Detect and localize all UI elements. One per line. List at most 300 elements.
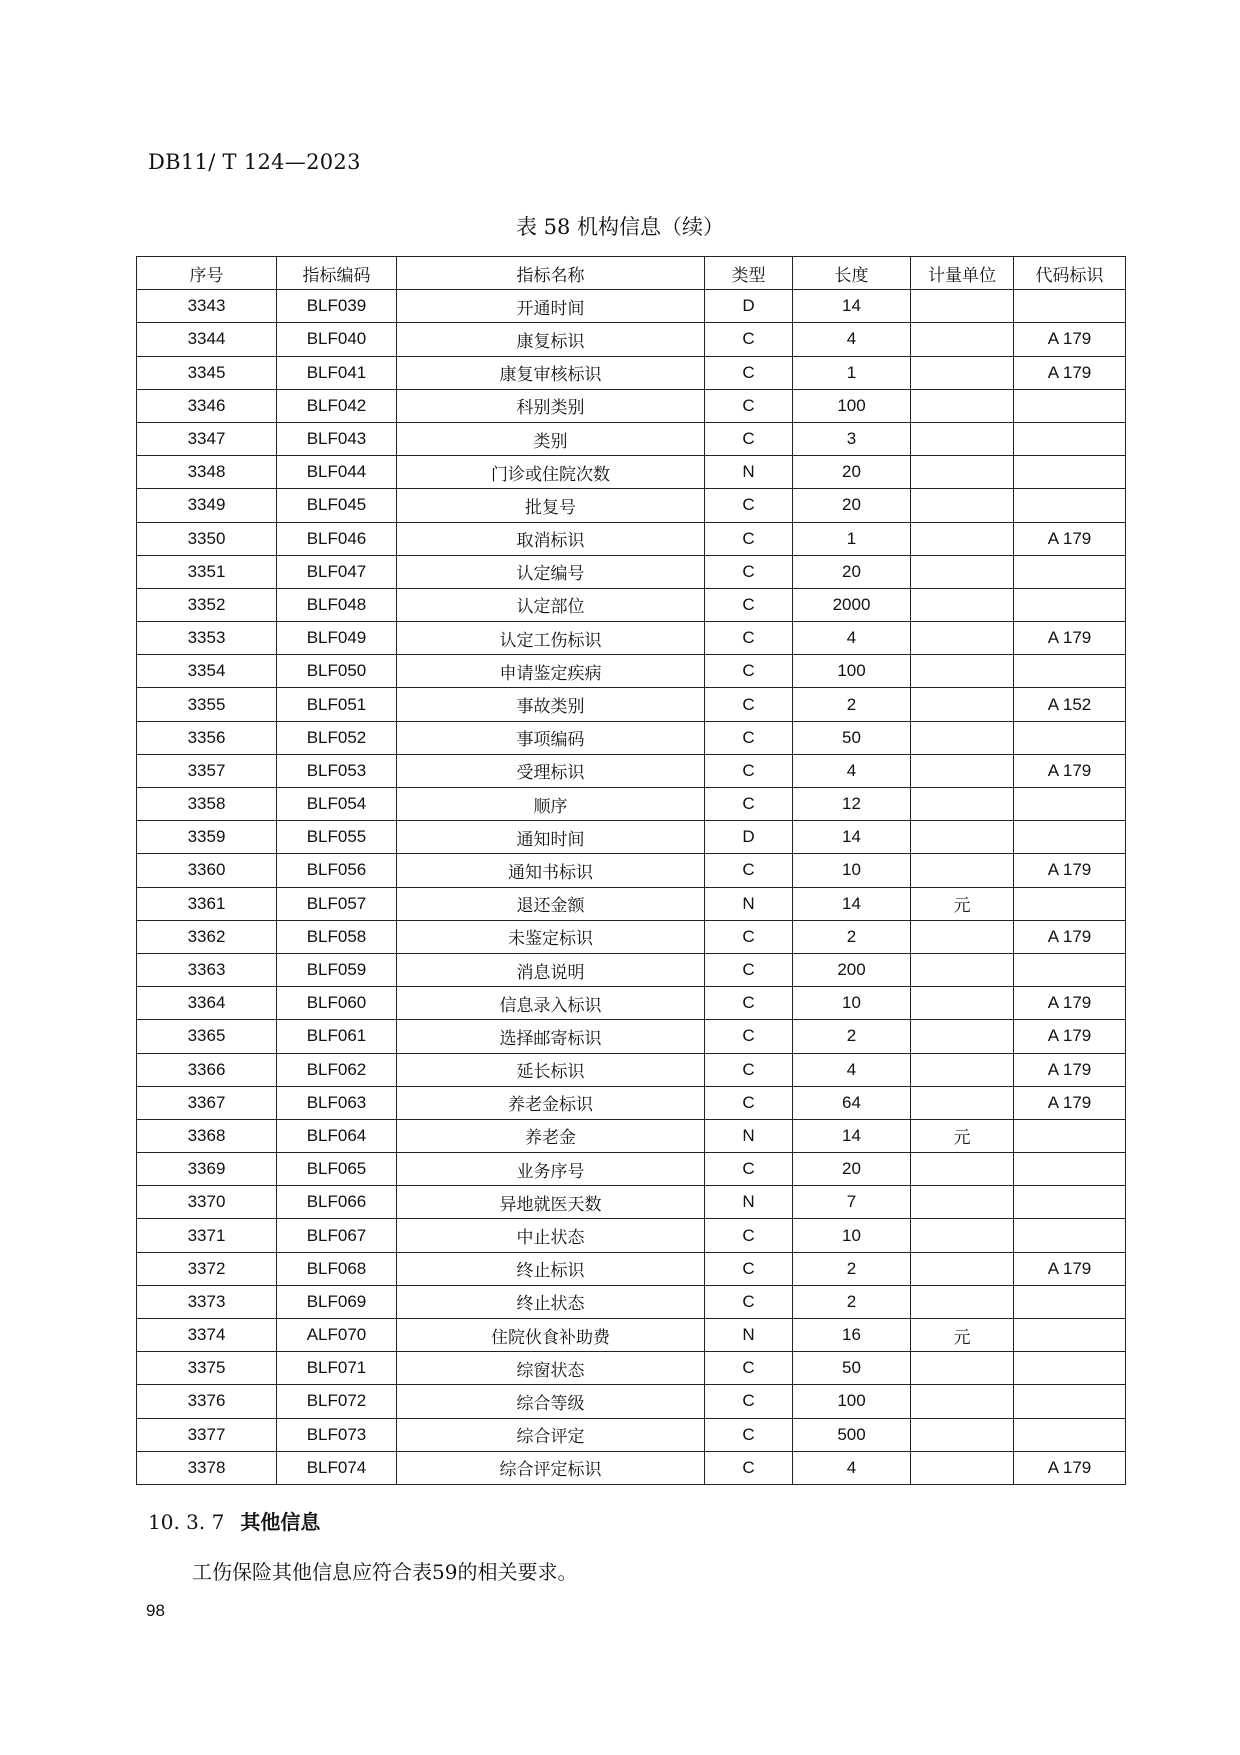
- code-cell: BLF046: [277, 522, 397, 555]
- code-id-cell: [1014, 1219, 1126, 1252]
- code-id-cell: [1014, 1418, 1126, 1451]
- length-cell: 64: [793, 1086, 911, 1119]
- code-id-cell: A 179: [1014, 1451, 1126, 1484]
- code-cell: BLF065: [277, 1153, 397, 1186]
- type-cell: C: [705, 1153, 793, 1186]
- code-id-cell: A 179: [1014, 987, 1126, 1020]
- code-cell: BLF050: [277, 655, 397, 688]
- type-cell: C: [705, 754, 793, 787]
- table-row: [137, 389, 1126, 422]
- code-id-cell: A 179: [1014, 754, 1126, 787]
- name-cell: 认定工伤标识: [397, 622, 705, 655]
- code-cell: BLF061: [277, 1020, 397, 1053]
- unit-cell: [911, 1252, 1014, 1285]
- table-row: [137, 987, 1126, 1020]
- column-header: 代码标识: [1014, 257, 1126, 290]
- serial-cell: 3349: [137, 489, 277, 522]
- table-body: [137, 290, 1126, 1485]
- length-cell: 50: [793, 721, 911, 754]
- table-row: [137, 588, 1126, 621]
- length-cell: 100: [793, 1385, 911, 1418]
- unit-cell: [911, 788, 1014, 821]
- code-cell: BLF051: [277, 688, 397, 721]
- table-row: [137, 688, 1126, 721]
- code-cell: BLF055: [277, 821, 397, 854]
- name-cell: 选择邮寄标识: [397, 1020, 705, 1053]
- code-id-cell: [1014, 655, 1126, 688]
- table-row: [137, 754, 1126, 787]
- body-paragraph: 工伤保险其他信息应符合表59的相关要求。: [192, 1560, 578, 1584]
- length-cell: 500: [793, 1418, 911, 1451]
- type-cell: C: [705, 1020, 793, 1053]
- code-cell: BLF074: [277, 1451, 397, 1484]
- table-row: [137, 489, 1126, 522]
- table-row: [137, 953, 1126, 986]
- code-id-cell: [1014, 788, 1126, 821]
- code-cell: BLF047: [277, 555, 397, 588]
- name-cell: 退还金额: [397, 887, 705, 920]
- serial-cell: 3366: [137, 1053, 277, 1086]
- code-id-cell: [1014, 555, 1126, 588]
- code-cell: BLF069: [277, 1285, 397, 1318]
- code-cell: BLF062: [277, 1053, 397, 1086]
- unit-cell: [911, 1020, 1014, 1053]
- type-cell: D: [705, 821, 793, 854]
- serial-cell: 3358: [137, 788, 277, 821]
- code-cell: BLF064: [277, 1119, 397, 1152]
- length-cell: 2: [793, 1252, 911, 1285]
- unit-cell: 元: [911, 887, 1014, 920]
- name-cell: 综合评定: [397, 1418, 705, 1451]
- unit-cell: [911, 1451, 1014, 1484]
- section-title: 其他信息: [240, 1510, 321, 1534]
- serial-cell: 3351: [137, 555, 277, 588]
- length-cell: 100: [793, 389, 911, 422]
- serial-cell: 3348: [137, 456, 277, 489]
- table-row: [137, 1252, 1126, 1285]
- code-id-cell: [1014, 721, 1126, 754]
- table-row: [137, 1153, 1126, 1186]
- column-header: 计量单位: [911, 257, 1014, 290]
- unit-cell: [911, 356, 1014, 389]
- code-cell: BLF059: [277, 953, 397, 986]
- length-cell: 10: [793, 1219, 911, 1252]
- unit-cell: [911, 1086, 1014, 1119]
- code-cell: BLF040: [277, 323, 397, 356]
- serial-cell: 3343: [137, 290, 277, 323]
- name-cell: 信息录入标识: [397, 987, 705, 1020]
- type-cell: N: [705, 1319, 793, 1352]
- type-cell: D: [705, 290, 793, 323]
- name-cell: 终止状态: [397, 1285, 705, 1318]
- name-cell: 认定编号: [397, 555, 705, 588]
- type-cell: N: [705, 887, 793, 920]
- section-heading: [148, 1506, 320, 1535]
- unit-cell: 元: [911, 1119, 1014, 1152]
- code-id-cell: [1014, 1352, 1126, 1385]
- table-row: [137, 788, 1126, 821]
- unit-cell: [911, 555, 1014, 588]
- serial-cell: 3361: [137, 887, 277, 920]
- code-cell: BLF042: [277, 389, 397, 422]
- name-cell: 未鉴定标识: [397, 920, 705, 953]
- name-cell: 消息说明: [397, 953, 705, 986]
- column-header: 指标名称: [397, 257, 705, 290]
- unit-cell: [911, 622, 1014, 655]
- length-cell: 20: [793, 489, 911, 522]
- code-id-cell: [1014, 389, 1126, 422]
- type-cell: C: [705, 1352, 793, 1385]
- name-cell: 通知时间: [397, 821, 705, 854]
- code-id-cell: [1014, 821, 1126, 854]
- length-cell: 10: [793, 987, 911, 1020]
- type-cell: N: [705, 1186, 793, 1219]
- type-cell: C: [705, 588, 793, 621]
- type-cell: C: [705, 1252, 793, 1285]
- indicator-table: [136, 256, 1126, 1485]
- type-cell: C: [705, 1219, 793, 1252]
- name-cell: 类别: [397, 422, 705, 455]
- name-cell: 康复标识: [397, 323, 705, 356]
- name-cell: 取消标识: [397, 522, 705, 555]
- unit-cell: [911, 522, 1014, 555]
- length-cell: 4: [793, 1053, 911, 1086]
- name-cell: 住院伙食补助费: [397, 1319, 705, 1352]
- table-row: [137, 1451, 1126, 1484]
- length-cell: 14: [793, 1119, 911, 1152]
- code-id-cell: [1014, 1285, 1126, 1318]
- unit-cell: [911, 821, 1014, 854]
- code-id-cell: [1014, 588, 1126, 621]
- serial-cell: 3359: [137, 821, 277, 854]
- type-cell: C: [705, 688, 793, 721]
- unit-cell: [911, 323, 1014, 356]
- type-cell: C: [705, 987, 793, 1020]
- table-row: [137, 1352, 1126, 1385]
- type-cell: C: [705, 1053, 793, 1086]
- code-id-cell: A 179: [1014, 920, 1126, 953]
- table-row: [137, 622, 1126, 655]
- code-cell: BLF045: [277, 489, 397, 522]
- table-row: [137, 887, 1126, 920]
- table-row: [137, 721, 1126, 754]
- type-cell: C: [705, 1285, 793, 1318]
- serial-cell: 3365: [137, 1020, 277, 1053]
- code-id-cell: A 179: [1014, 323, 1126, 356]
- serial-cell: 3345: [137, 356, 277, 389]
- length-cell: 100: [793, 655, 911, 688]
- code-id-cell: [1014, 290, 1126, 323]
- table-row: [137, 920, 1126, 953]
- type-cell: C: [705, 522, 793, 555]
- table-row: [137, 1186, 1126, 1219]
- table-row: [137, 1285, 1126, 1318]
- table-row: [137, 1219, 1126, 1252]
- table-row: [137, 854, 1126, 887]
- table-row: [137, 1385, 1126, 1418]
- length-cell: 2: [793, 688, 911, 721]
- unit-cell: [911, 489, 1014, 522]
- serial-cell: 3364: [137, 987, 277, 1020]
- column-header: 指标编码: [277, 257, 397, 290]
- serial-cell: 3360: [137, 854, 277, 887]
- length-cell: 3: [793, 422, 911, 455]
- type-cell: C: [705, 356, 793, 389]
- code-cell: BLF072: [277, 1385, 397, 1418]
- code-id-cell: A 152: [1014, 688, 1126, 721]
- name-cell: 延长标识: [397, 1053, 705, 1086]
- unit-cell: [911, 389, 1014, 422]
- length-cell: 14: [793, 887, 911, 920]
- unit-cell: [911, 422, 1014, 455]
- table-row: [137, 456, 1126, 489]
- serial-cell: 3344: [137, 323, 277, 356]
- serial-cell: 3370: [137, 1186, 277, 1219]
- type-cell: C: [705, 1451, 793, 1484]
- table-row: [137, 1086, 1126, 1119]
- code-cell: BLF067: [277, 1219, 397, 1252]
- type-cell: C: [705, 1418, 793, 1451]
- unit-cell: [911, 721, 1014, 754]
- document-code: DB11/ T 124—2023: [148, 150, 361, 174]
- serial-cell: 3355: [137, 688, 277, 721]
- code-id-cell: [1014, 1186, 1126, 1219]
- length-cell: 12: [793, 788, 911, 821]
- length-cell: 2: [793, 1285, 911, 1318]
- type-cell: C: [705, 422, 793, 455]
- code-id-cell: [1014, 1153, 1126, 1186]
- unit-cell: [911, 1219, 1014, 1252]
- unit-cell: [911, 920, 1014, 953]
- table-title: 表 58 机构信息（续）: [515, 215, 725, 239]
- length-cell: 2: [793, 1020, 911, 1053]
- code-id-cell: [1014, 1119, 1126, 1152]
- code-cell: BLF049: [277, 622, 397, 655]
- unit-cell: [911, 456, 1014, 489]
- table-row: [137, 522, 1126, 555]
- length-cell: 10: [793, 854, 911, 887]
- type-cell: N: [705, 456, 793, 489]
- name-cell: 异地就医天数: [397, 1186, 705, 1219]
- name-cell: 康复审核标识: [397, 356, 705, 389]
- name-cell: 养老金: [397, 1119, 705, 1152]
- name-cell: 业务序号: [397, 1153, 705, 1186]
- name-cell: 受理标识: [397, 754, 705, 787]
- serial-cell: 3375: [137, 1352, 277, 1385]
- serial-cell: 3347: [137, 422, 277, 455]
- code-cell: BLF071: [277, 1352, 397, 1385]
- name-cell: 事项编码: [397, 721, 705, 754]
- code-cell: BLF043: [277, 422, 397, 455]
- length-cell: 1: [793, 356, 911, 389]
- code-id-cell: A 179: [1014, 1086, 1126, 1119]
- serial-cell: 3352: [137, 588, 277, 621]
- unit-cell: [911, 1352, 1014, 1385]
- type-cell: C: [705, 655, 793, 688]
- code-cell: BLF041: [277, 356, 397, 389]
- name-cell: 顺序: [397, 788, 705, 821]
- name-cell: 养老金标识: [397, 1086, 705, 1119]
- type-cell: C: [705, 1385, 793, 1418]
- length-cell: 7: [793, 1186, 911, 1219]
- name-cell: 通知书标识: [397, 854, 705, 887]
- code-cell: BLF044: [277, 456, 397, 489]
- serial-cell: 3362: [137, 920, 277, 953]
- code-cell: BLF063: [277, 1086, 397, 1119]
- name-cell: 认定部位: [397, 588, 705, 621]
- length-cell: 50: [793, 1352, 911, 1385]
- code-cell: ALF070: [277, 1319, 397, 1352]
- type-cell: C: [705, 1086, 793, 1119]
- code-id-cell: [1014, 1385, 1126, 1418]
- table-row: [137, 555, 1126, 588]
- code-id-cell: A 179: [1014, 1020, 1126, 1053]
- code-cell: BLF060: [277, 987, 397, 1020]
- length-cell: 4: [793, 1451, 911, 1484]
- length-cell: 4: [793, 754, 911, 787]
- code-id-cell: A 179: [1014, 1053, 1126, 1086]
- table-row: [137, 1053, 1126, 1086]
- code-id-cell: [1014, 456, 1126, 489]
- type-cell: C: [705, 489, 793, 522]
- code-cell: BLF066: [277, 1186, 397, 1219]
- serial-cell: 3368: [137, 1119, 277, 1152]
- length-cell: 14: [793, 821, 911, 854]
- code-id-cell: [1014, 887, 1126, 920]
- type-cell: N: [705, 1119, 793, 1152]
- unit-cell: [911, 953, 1014, 986]
- code-id-cell: A 179: [1014, 356, 1126, 389]
- length-cell: 4: [793, 323, 911, 356]
- length-cell: 2: [793, 920, 911, 953]
- table-header-row: [137, 257, 1126, 290]
- column-header: 序号: [137, 257, 277, 290]
- unit-cell: [911, 290, 1014, 323]
- code-cell: BLF052: [277, 721, 397, 754]
- code-id-cell: A 179: [1014, 854, 1126, 887]
- type-cell: C: [705, 389, 793, 422]
- length-cell: 20: [793, 456, 911, 489]
- name-cell: 综合评定标识: [397, 1451, 705, 1484]
- type-cell: C: [705, 323, 793, 356]
- code-cell: BLF058: [277, 920, 397, 953]
- name-cell: 事故类别: [397, 688, 705, 721]
- name-cell: 终止标识: [397, 1252, 705, 1285]
- serial-cell: 3376: [137, 1385, 277, 1418]
- code-cell: BLF057: [277, 887, 397, 920]
- table-row: [137, 290, 1126, 323]
- table-row: [137, 323, 1126, 356]
- length-cell: 16: [793, 1319, 911, 1352]
- serial-cell: 3377: [137, 1418, 277, 1451]
- table-row: [137, 1020, 1126, 1053]
- serial-cell: 3356: [137, 721, 277, 754]
- serial-cell: 3350: [137, 522, 277, 555]
- code-id-cell: A 179: [1014, 622, 1126, 655]
- type-cell: C: [705, 788, 793, 821]
- table-row: [137, 356, 1126, 389]
- unit-cell: [911, 854, 1014, 887]
- length-cell: 200: [793, 953, 911, 986]
- serial-cell: 3346: [137, 389, 277, 422]
- unit-cell: [911, 1285, 1014, 1318]
- type-cell: C: [705, 854, 793, 887]
- unit-cell: [911, 1385, 1014, 1418]
- type-cell: C: [705, 555, 793, 588]
- name-cell: 综窗状态: [397, 1352, 705, 1385]
- name-cell: 申请鉴定疾病: [397, 655, 705, 688]
- code-id-cell: [1014, 953, 1126, 986]
- column-header: 类型: [705, 257, 793, 290]
- code-cell: BLF039: [277, 290, 397, 323]
- unit-cell: [911, 1053, 1014, 1086]
- section-number: 10. 3. 7: [148, 1510, 225, 1534]
- type-cell: C: [705, 622, 793, 655]
- code-id-cell: [1014, 489, 1126, 522]
- serial-cell: 3367: [137, 1086, 277, 1119]
- table-row: [137, 1119, 1126, 1152]
- length-cell: 20: [793, 1153, 911, 1186]
- serial-cell: 3357: [137, 754, 277, 787]
- serial-cell: 3373: [137, 1285, 277, 1318]
- type-cell: C: [705, 920, 793, 953]
- length-cell: 2000: [793, 588, 911, 621]
- unit-cell: [911, 688, 1014, 721]
- serial-cell: 3378: [137, 1451, 277, 1484]
- page-number: 98: [146, 1601, 165, 1620]
- code-cell: BLF073: [277, 1418, 397, 1451]
- serial-cell: 3372: [137, 1252, 277, 1285]
- unit-cell: [911, 1186, 1014, 1219]
- unit-cell: [911, 588, 1014, 621]
- table-row: [137, 821, 1126, 854]
- serial-cell: 3369: [137, 1153, 277, 1186]
- unit-cell: 元: [911, 1319, 1014, 1352]
- code-id-cell: [1014, 422, 1126, 455]
- column-header: 长度: [793, 257, 911, 290]
- type-cell: C: [705, 953, 793, 986]
- name-cell: 科别类别: [397, 389, 705, 422]
- code-cell: BLF068: [277, 1252, 397, 1285]
- code-cell: BLF054: [277, 788, 397, 821]
- length-cell: 20: [793, 555, 911, 588]
- table-row: [137, 422, 1126, 455]
- unit-cell: [911, 1153, 1014, 1186]
- code-cell: BLF048: [277, 588, 397, 621]
- code-cell: BLF056: [277, 854, 397, 887]
- unit-cell: [911, 655, 1014, 688]
- serial-cell: 3354: [137, 655, 277, 688]
- unit-cell: [911, 1418, 1014, 1451]
- length-cell: 1: [793, 522, 911, 555]
- name-cell: 批复号: [397, 489, 705, 522]
- length-cell: 4: [793, 622, 911, 655]
- type-cell: C: [705, 721, 793, 754]
- unit-cell: [911, 754, 1014, 787]
- unit-cell: [911, 987, 1014, 1020]
- name-cell: 综合等级: [397, 1385, 705, 1418]
- serial-cell: 3374: [137, 1319, 277, 1352]
- length-cell: 14: [793, 290, 911, 323]
- name-cell: 开通时间: [397, 290, 705, 323]
- name-cell: 门诊或住院次数: [397, 456, 705, 489]
- code-cell: BLF053: [277, 754, 397, 787]
- table-row: [137, 1418, 1126, 1451]
- serial-cell: 3363: [137, 953, 277, 986]
- serial-cell: 3371: [137, 1219, 277, 1252]
- table-row: [137, 1319, 1126, 1352]
- serial-cell: 3353: [137, 622, 277, 655]
